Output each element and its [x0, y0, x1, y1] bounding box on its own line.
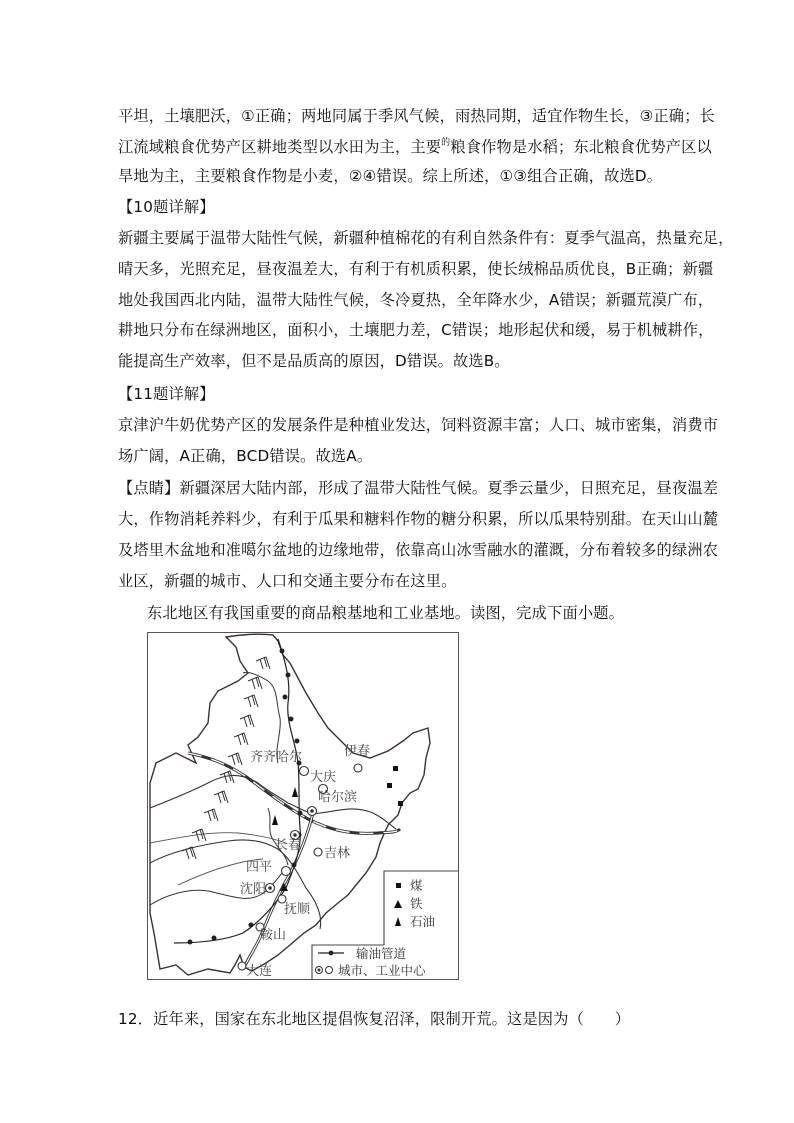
- northeast-china-map: [147, 632, 459, 980]
- text-line: 地处我国西北内陆，温带大陆性气候，冬冷夏热，全年降水少，A错误；新疆荒漠广布，: [118, 291, 714, 309]
- note-line: 【点睛】新疆深居大陆内部，形成了温带大陆性气候。夏季云量少，日照充足，昼夜温差: [118, 479, 719, 497]
- text-span: 江流域粮食优势产区耕地类型以水田为主，主要: [118, 138, 442, 156]
- text-line: 平坦，土壤肥沃，①正确；两地同属于季风气候，雨热同期，适宜作物生长，③正确；长: [118, 107, 715, 125]
- city-label-shenyang: 沈阳: [240, 882, 267, 897]
- city-label-jilin: 吉林: [324, 846, 351, 861]
- city-label-anshan: 鞍山: [260, 928, 287, 943]
- note-line: 业区，新疆的城市、人口和交通主要分布在这里。: [118, 572, 457, 590]
- legend-coal-icon: [396, 883, 401, 888]
- legend-pipeline-label: 输油管道: [356, 946, 407, 961]
- question-intro: 东北地区有我国重要的商品粮基地和工业基地。读图，完成下面小题。: [147, 604, 625, 622]
- map-svg: [148, 633, 460, 981]
- text-line: 京津沪牛奶优势产区的发展条件是种植业发达，饲料资源丰富；人口、城市密集，消费市: [118, 416, 719, 434]
- city-label-harbin: 哈尔滨: [318, 790, 358, 805]
- text-line: 场广阔，A正确，BCD错误。故选A。: [118, 447, 373, 465]
- province-boundary: [150, 775, 396, 829]
- text-line: 晴天多，光照充足，昼夜温差大，有利于有机质积累，使长绒棉品质优良，B正确；新疆: [118, 260, 714, 278]
- text-line: 耕地只分布在绿洲地区，面积小，土壤肥力差，C错误；地形起伏和缓，易于机械耕作，: [118, 321, 714, 339]
- text-line: 能提高生产效率，但不是品质高的原因，D错误。故选B。: [118, 352, 510, 370]
- question-12: 12．近年来，国家在东北地区提倡恢复沼泽，限制开荒。这是因为（ ）: [118, 1010, 631, 1028]
- text-span: 粮食作物是水稻；东北粮食优势产区以: [450, 138, 712, 156]
- note-line: 及塔里木盆地和准噶尔盆地的边缘地带，依靠高山冰雪融水的灌溉，分布着较多的绿洲农: [118, 541, 719, 559]
- section-heading-q11: 【11题详解】: [118, 385, 215, 403]
- river-line: [150, 833, 286, 843]
- superscript-char: 的: [441, 138, 451, 148]
- legend-coal-label: 煤: [410, 878, 423, 893]
- text-line: 旱地为主，主要粮食作物是小麦，②④错误。综上所述，①③组合正确，故选D。: [118, 167, 663, 185]
- section-heading-q10: 【10题详解】: [118, 198, 215, 216]
- city-label-qiqihar: 齐齐哈尔: [250, 750, 303, 765]
- legend-iron-label: 铁: [410, 896, 423, 911]
- city-label-changchun: 长春: [275, 838, 302, 853]
- note-line: 大，作物消耗养料少，有利于瓜果和糖料作物的糖分积累，所以瓜果特别甜。在天山山麓: [118, 510, 719, 528]
- city-label-siping: 四平: [246, 860, 273, 875]
- city-label-yichun: 伊春: [344, 744, 371, 759]
- text-line: 新疆主要属于温带大陆性气候，新疆种植棉花的有利自然条件有：夏季气温高，热量充足，: [118, 229, 734, 247]
- province-boundary: [268, 808, 288, 865]
- city-label-dalian: 大连: [246, 964, 273, 979]
- city-label-daqing: 大庆: [310, 770, 337, 785]
- coal-icons: [387, 766, 403, 806]
- legend-city-label: 城市、工业中心: [338, 963, 426, 978]
- city-label-fushun: 抚顺: [284, 902, 311, 917]
- legend-oil-label: 石油: [410, 914, 436, 929]
- text-line: [118, 137, 712, 160]
